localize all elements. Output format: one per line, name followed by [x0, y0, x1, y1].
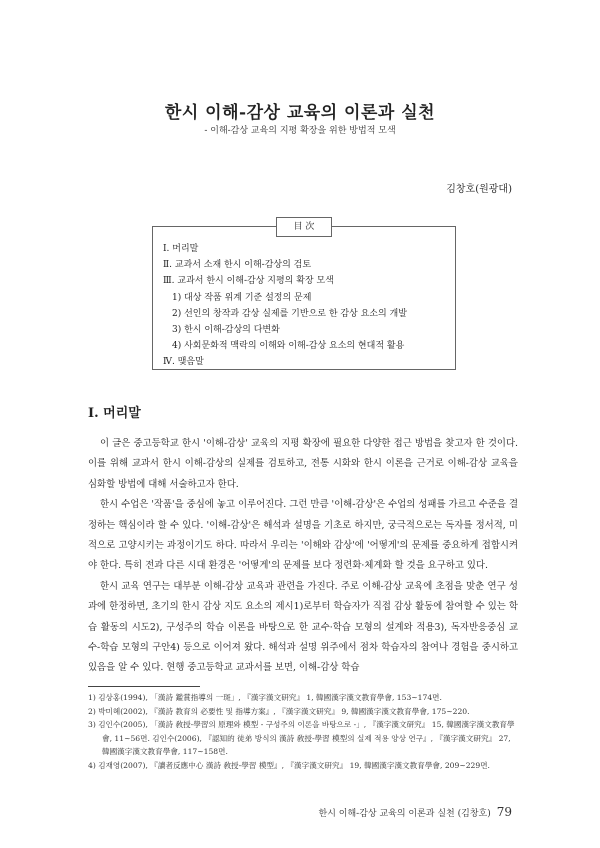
paragraph: 한시 수업은 '작품'을 중심에 놓고 이루어진다. 그런 만큼 '이해-감상'은 수업의 성패를 가르고 수준을 결정하는 핵심이라 할 수 있다. '이해-감상'은 해석과 설명을 기초로 하지만, 궁극적으로는 독자를 정서적, 미적으로 고양시키는 과정이기도 하다. 따라서 우리는 '이해와 감상'에 '어떻게'의 문제를 중요하게 접합시켜야 한다. 특히 전과 다른 시대 환경은 '어떻게'의 문제를 보다 정련화·체계화 할 것을 요구하고 있다. [88, 499, 518, 572]
body-text [88, 434, 518, 679]
running-footer [319, 805, 512, 819]
toc-subitem: 3) 한시 이해-감상의 다변화 [172, 325, 280, 336]
page-number: 79 [496, 805, 512, 819]
toc-subitem: 4) 사회문화적 맥락의 이해와 이해-감상 요소의 현대적 활용 [172, 341, 405, 352]
toc-subitem: 1) 대상 작품 위계 기준 설정의 문제 [172, 292, 312, 303]
footnote: 2) 박미혜(2002), 『漢詩 教育의 必要性 및 指導方案』, 『漢字漢文研究』 9, 韓國漢字漢文教育學會, 175~220. [88, 706, 470, 716]
toc-item: Ⅱ. 교과서 소재 한시 이해-감상의 검토 [163, 260, 312, 271]
section-heading: Ⅰ. 머리말 [88, 406, 141, 421]
toc-subitem: 2) 선인의 창작과 감상 실제를 기반으로 한 감상 요소의 개발 [172, 308, 407, 319]
toc-list [153, 227, 455, 371]
paragraph: 한시 교육 연구는 대부분 이해-감상 교육과 관련을 가진다. 주로 이해-감상 교육에 초점을 맞춘 연구 성과에 한정하면, 초기의 한시 감상 지도 요소의 제시1)로부터 학습자가 직접 감상 활동에 참여할 수 있는 학습 활동의 시도2), 구성주의 학습 이론을 바탕으로 한 교수·학습 모형의 설계와 적용3), 독자반응중심 교수-학습 모형의 구안4) 등으로 이어져 왔다. 해석과 설명 위주에서 점차 학습자의 참여나 경험을 중시하고 있음을 알 수 있다. 현행 중고등학교 교과서를 보면, 이해-감상 학습 [88, 580, 518, 674]
toc-item: Ⅲ. 교과서 한시 이해-감상 지평의 확장 모색 [163, 276, 334, 287]
table-of-contents [152, 222, 456, 370]
footnote: 4) 김재영(2007), 『讀者反應中心 漢詩 敎授-學習 模型』, 『漢字漢文研究』 19, 韓國漢字漢文教育學會, 209~229면. [88, 760, 490, 770]
footnote-divider [88, 686, 200, 687]
paper-title: 한시 이해-감상 교육의 이론과 실천 [164, 103, 436, 123]
footnote: 1) 김상홍(1994), 「漢詩 鑑賞指導의 一斑」, 『漢字漢文研究』 1, 韓國漢字漢文教育學會, 153~174면. [88, 693, 442, 702]
paper-subtitle: - 이해-감상 교육의 지평 확장을 위한 방법적 모색 [204, 126, 396, 136]
footnote: 3) 김인수(2005), 「漢詩 敎授-學習의 原理와 模型 - 구성주의 이론을 바탕으로 -」, 『漢字漢文研究』 15, 韓國漢字漢文教育學會, 11~56면. 김인수(2006), 『認知的 徒弟 방식의 漢詩 敎授-學習 模型의 실제 적용 양상 연구』, 『漢字漢文研究』 27, 韓國漢字漢文教育學會, 117~158면. [88, 720, 515, 757]
running-head: 한시 이해-감상 교육의 이론과 실천 (김창호) [318, 809, 491, 819]
toc-item: Ⅳ. 맺음말 [163, 357, 204, 368]
toc-heading: 目 次 [276, 217, 332, 237]
paragraph: 이 글은 중고등학교 한시 '이해-감상' 교육의 지평 확장에 필요한 다양한 접근 방법을 찾고자 한 것이다. 이를 위해 교과서 한시 이해-감상의 실제를 검토하고, 전통 시화와 한시 이론을 근거로 이해-감상 교육을 심화할 방법에 대해 서술하고자 한다. [88, 438, 518, 490]
author-affiliation: 김창호(원광대) [446, 184, 512, 195]
toc-item: Ⅰ. 머리말 [163, 244, 199, 254]
footnotes [88, 691, 518, 773]
